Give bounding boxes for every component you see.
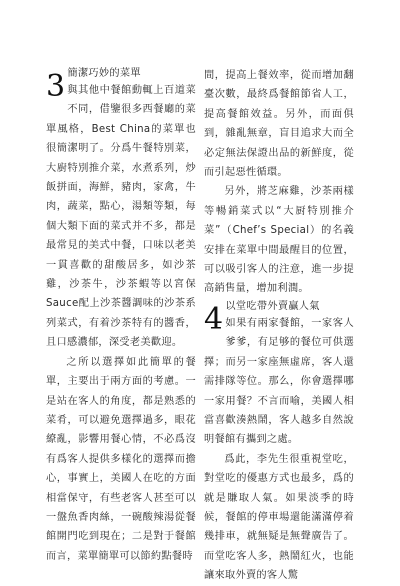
body-paragraph: 與其他中餐館動輒上百道菜不同，借鑒很多西餐廳的菜單風格，Best China的菜單也很簡潔明了。分爲牛餐特別菜，大廚特別推介菜，水煮系列，炒飯拼面，海鮮，豬肉，家禽，牛肉，蔬菜，點心，湯類等類，每個大類下面的菜式并不多，都是最常見的美式中餐，口味以老美一貫喜歡的甜酸居多，如沙茶雞，沙茶牛，沙茶蝦等以宮保Sauce配上沙茶醬調味的沙茶系列菜式，有着沙茶特有的醬香，且口感濃郁，深受老美歡迎。 bbox=[46, 85, 196, 349]
section-title: 以堂吃帶外賣贏人氣 bbox=[225, 300, 320, 312]
body-paragraph: 如果有兩家餐館，一家客人爹爹，有足够的餐位可供選擇；而另一家座無虛席，客人還需排隊等位。那么，你會選擇哪一家用餐？不言而喻，美國人相當喜歡湊熱鬧，客人越多自然說明餐館有攜到之處。 bbox=[204, 317, 354, 446]
section-4 bbox=[204, 299, 354, 450]
section-number: 3 bbox=[46, 69, 66, 104]
body-paragraph: 之所以選擇如此簡單的餐單，主要出于兩方面的考慮。一是站在客人的角度，都是熟悉的菜肴，可以避免選擇過多，眼花繚亂，影響用餐心情，不必爲沒有爲客人提供多樣化的選擇而擔心，事實上，美國人在吃的方面相當保守，有些老客人甚至可以一盤魚香肉絲，一碗酸辣湯從餐館開門吃到現在；二是對于餐館而言，菜單簡單可以節約點餐時 bbox=[46, 356, 196, 562]
body-paragraph: 另外，將芝麻雞，沙茶兩樣等暢銷菜式以“大厨特別推介菜”（Chef’s Special）的名義安排在菜單中間最醒目的位置，可以吸引客人的注意，進一步提高銷售量，增加利潤。 bbox=[204, 186, 354, 295]
body-paragraph: 間，提高上餐效率，從而增加翻臺次數，最終爲餐館節省人工，提高餐館效益。另外，而面俱到，雜亂無章，盲目追求大而全必定無法保證出品的新鮮度，從而引起惡性循環。 bbox=[204, 70, 354, 179]
section-number: 4 bbox=[204, 301, 224, 337]
right-column bbox=[204, 66, 354, 586]
section-title: 簡潔巧妙的菜單 bbox=[67, 68, 141, 79]
left-column bbox=[46, 66, 196, 566]
section-3 bbox=[46, 66, 196, 353]
body-paragraph: 爲此，李先生很重視堂吃，對堂吃的優惠方式也最多，爲的就是賺取人氣。如果淡季的時候，餐館的停車場還能滿滿停着幾排車，就無疑是無聲廣告了。而堂吃客人多，熱鬧紅火，也能讓來取外賣的客人驚 bbox=[204, 453, 354, 582]
